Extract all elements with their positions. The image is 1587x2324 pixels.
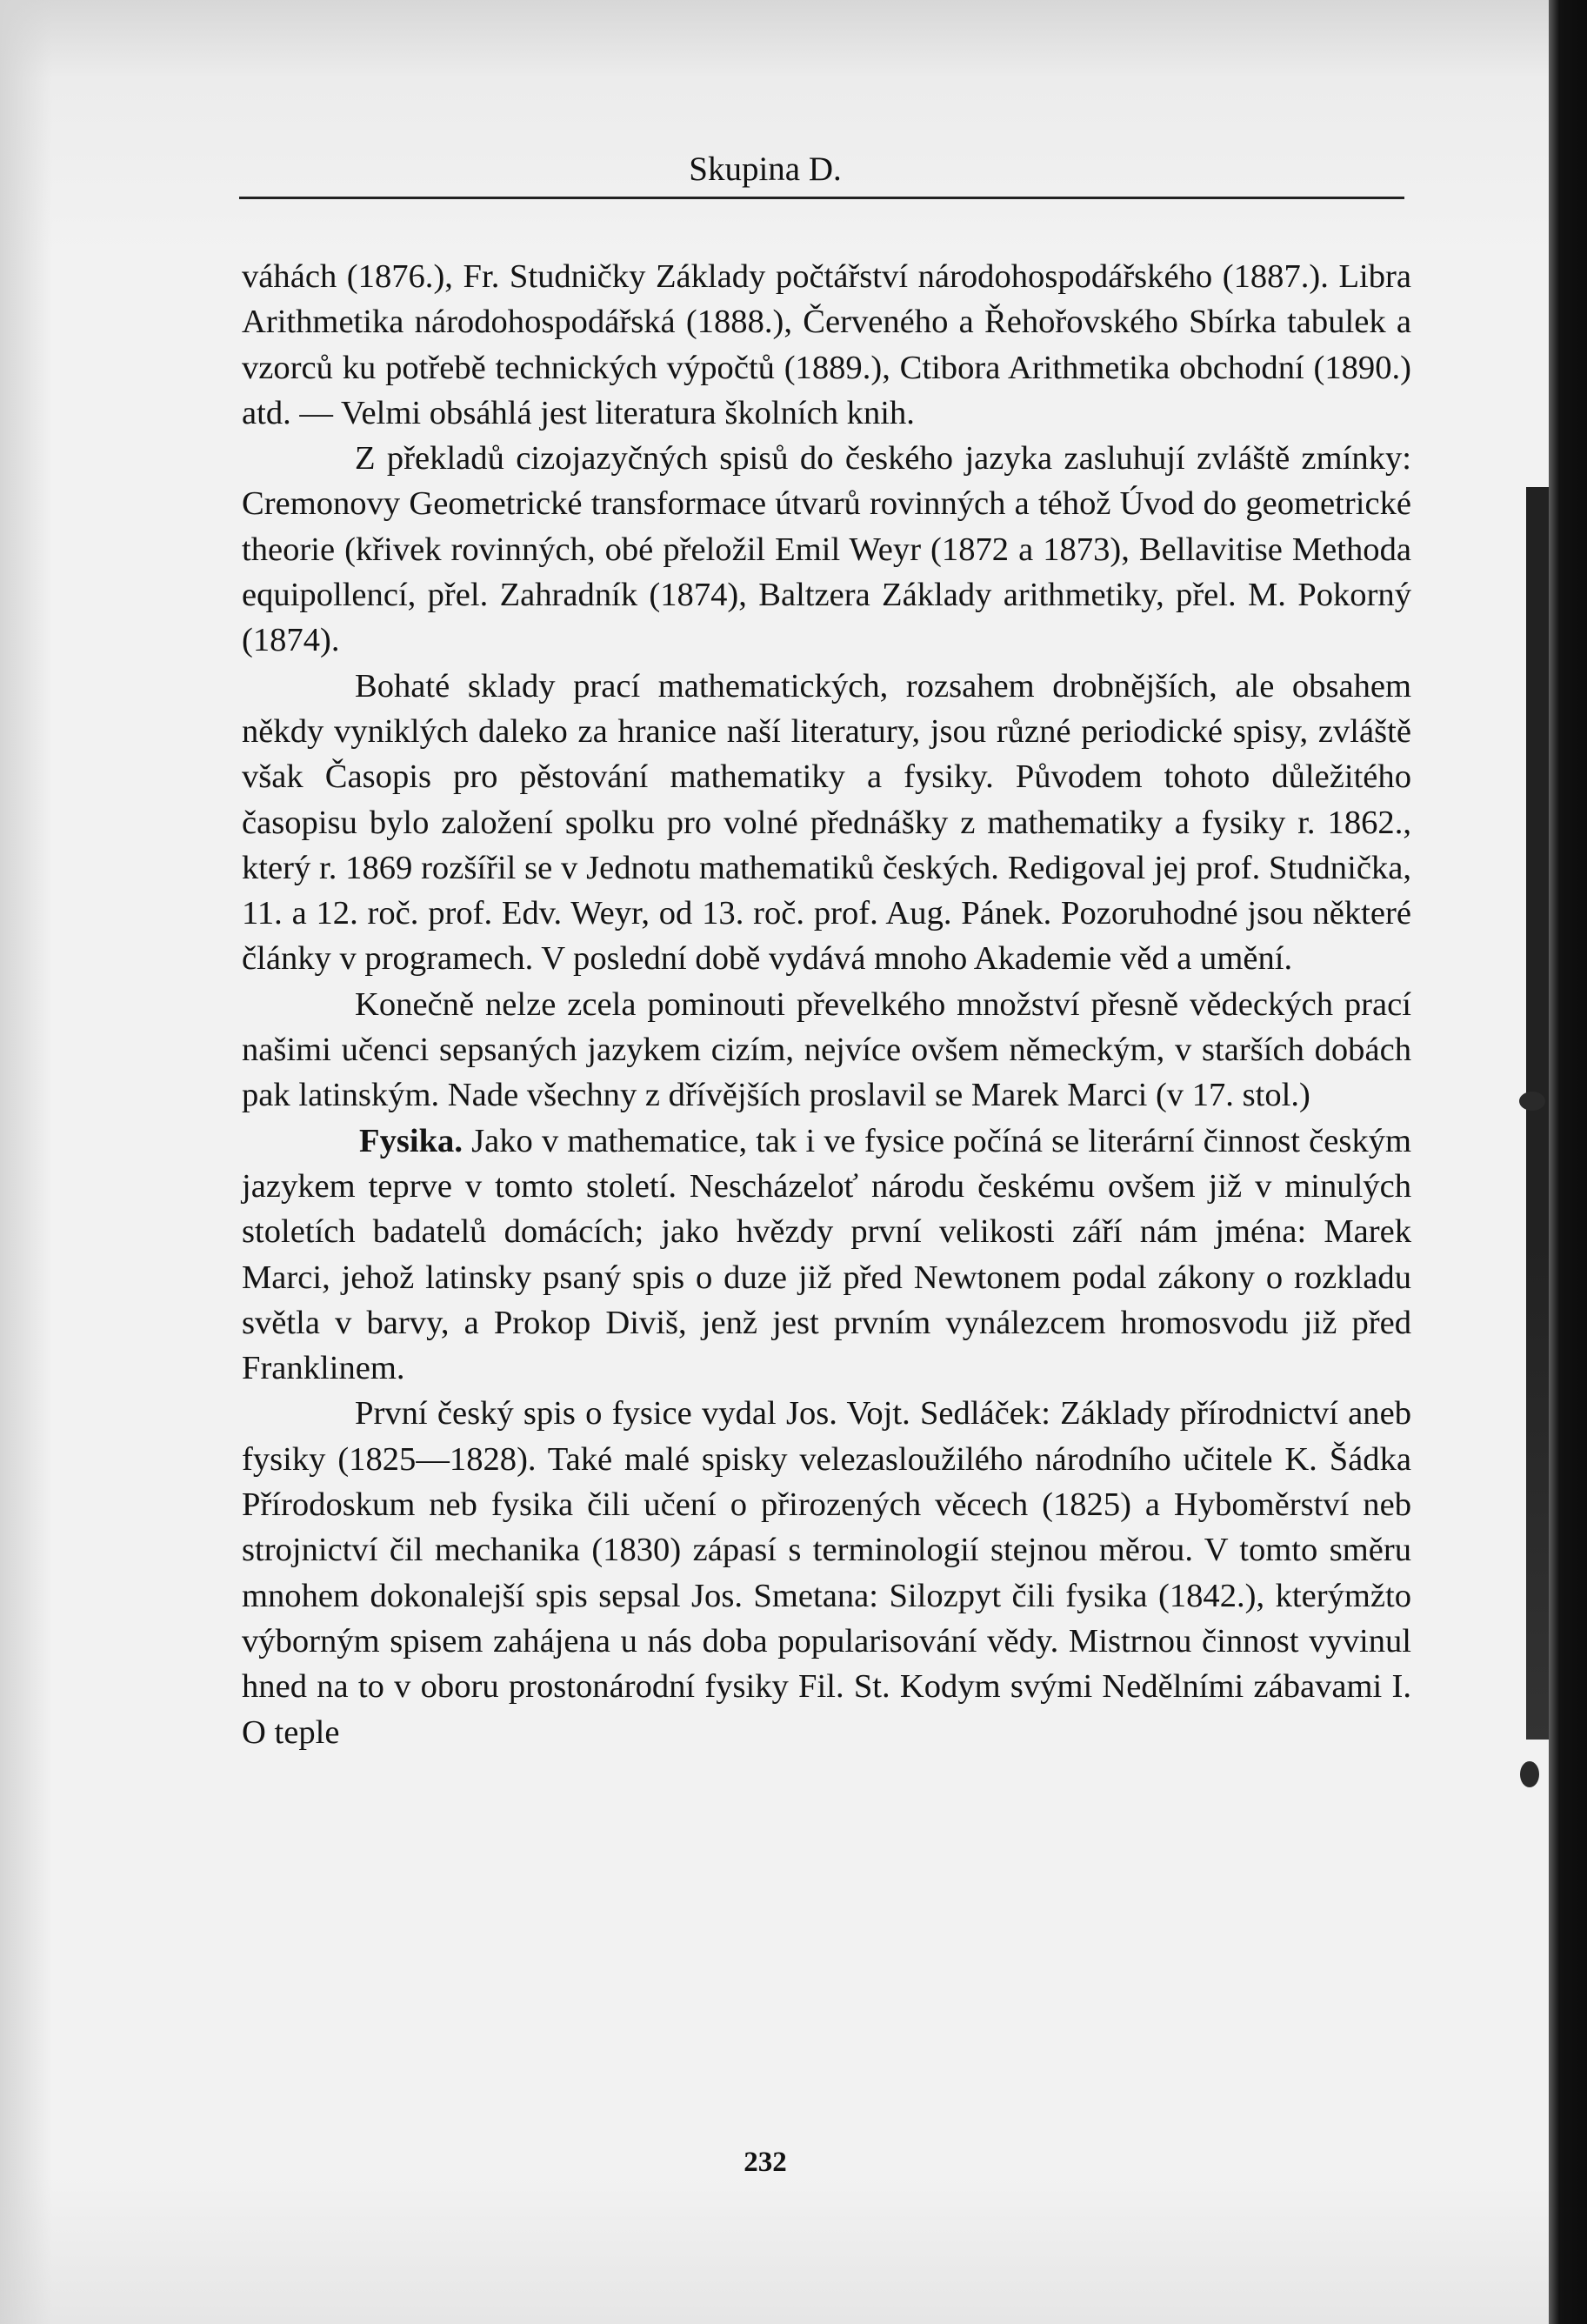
scan-dark-edge [1549,0,1587,2324]
page-body [242,254,1411,1755]
paragraph-continuation: váhách (1876.), Fr. Studničky Základy počtářství národohospodářského (1887.). Libra Arithmetika národohospodářská (1888.), Červeného a Řehořovského Sbírka tabulek a vzorců ku potřebě technických výpočtů (1889.), Ctibora Arithmetika obchodní (1890.) atd. — Velmi obsáhlá jest literatura školních knih. [242,258,1411,431]
scan-speck [1520,1761,1539,1787]
paragraph-translations: Z překladů cizojazyčných spisů do českého jazyka zasluhují zvláště zmínky: Cremonovy Geometrické transformace útvarů rovinných a téhož Úvod do geometrické theorie (křivek rovinných, obé přeložil Emil Weyr (1872 a 1873), Bellavitise Methoda equipollencí, přel. Zahradník (1874), Baltzera Základy arithmetiky, přel. M. Pokorný (1874). [242,440,1411,659]
physics-heading: Fysika. [359,1122,463,1159]
scan-speck [1519,1092,1545,1111]
paragraph-periodicals: Bohaté sklady prací mathematických, rozsahem drobnějších, ale obsahem někdy vyniklých daleko za hranice naší literatury, jsou různé periodické spisy, zvláště však Časopis pro pěstování mathematiky a fysiky. Původem tohoto důležitého časopisu bylo založení spolku pro volné přednášky z mathematiky a fysiky r. 1862., který r. 1869 rozšířil se v Jednotu mathematiků českých. Redigoval jej prof. Studnička, 11. a 12. roč. prof. Edv. Weyr, od 13. roč. prof. Aug. Pánek. Pozoruhodné jsou některé články v programech. V poslední době vydává mnoho Akademie věd a umění. [242,667,1411,978]
page-gutter-shadow [0,0,52,2324]
header-rule [239,197,1404,199]
paragraph-foreign-works: Konečně nelze zcela pominouti převelkého množství přesně vědeckých prací našimi učenci sepsaných jazykem cizím, nejvíce ovšem německým, v starších dobách pak latinským. Nade všechny z dřívějších proslavil se Marek Marci (v 17. stol.) [242,985,1411,1114]
paragraph-first-czech-physics: První český spis o fysice vydal Jos. Vojt. Sedláček: Základy přírodnictví aneb fysiky (1825—1828). Také malé spisky velezasloužilého národního učitele K. Šádka Přírodoskum neb fysika čili učení o přirozených věcech (1825) a Hyboměrství neb strojnictví čil mechanika (1830) zápasí s terminologií stejnou měrou. V tomto směru mnohem dokonalejší spis sepsal Jos. Smetana: Silozpyt čili fysika (1842.), kterýmžto výborným spisem zahájena u nás doba popularisování vědy. Mistrnou činnost vyvinul hned na to v oboru prostonárodní fysiky Fil. St. Kodym svými Nedělními zábavami I. O teple [242,1395,1411,1751]
paragraph-physics [242,1119,1411,1392]
page-number: 232 [743,2147,787,2178]
physics-text: Jako v mathematice, tak i ve fysice počíná se literární činnost českým jazykem teprve v tomto století. Nescházeloť národu českému ovšem již v minulých stoletích badatelů domácích; jako hvězdy první velikosti září nám jména: Marek Marci, jehož latinsky psaný spis o duze již před Newtonem podal zákony o rozkladu světla v barvy, a Prokop Diviš, jenž jest prvním vynálezcem hromosvodu již před Franklinem. [242,1122,1411,1387]
scan-edge-mark [1526,487,1549,1740]
running-header: Skupina D. [689,150,842,188]
